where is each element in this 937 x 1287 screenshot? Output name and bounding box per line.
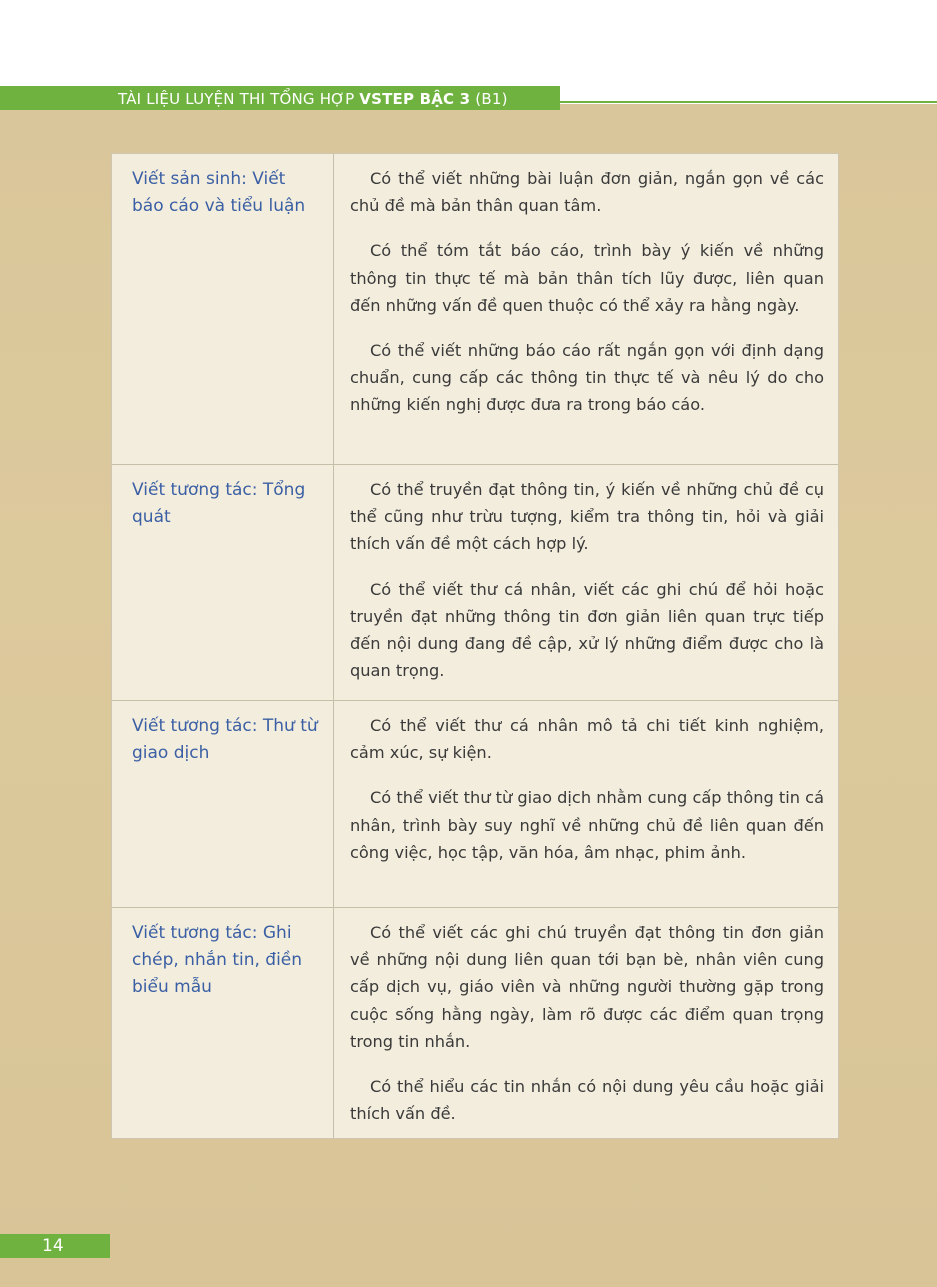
description-cell <box>334 908 838 1138</box>
table-row <box>112 465 838 701</box>
description-paragraph: Có thể viết thư cá nhân, viết các ghi chú để hỏi hoặc truyền đạt những thông tin đơn giản liên quan trực tiếp đến nội dung đang đề cập, xử lý những điểm được cho là quan trọng. <box>350 579 824 681</box>
description-paragraph: Có thể viết các ghi chú truyền đạt thông tin đơn giản về những nội dung liên quan tới bạn bè, nhân viên cung cấp dịch vụ, giáo viên và những người thường gặp trong cuộc sống hằng ngày, làm rõ được các điểm quan trọng trong tin nhắn. <box>350 923 824 1051</box>
description-cell <box>334 154 838 464</box>
description-cell <box>334 701 838 907</box>
page-number: 14 <box>42 1236 64 1256</box>
header-title-prefix: TÀI LIỆU LUYỆN THI TỔNG HỢP <box>118 90 360 108</box>
skill-cell <box>112 908 334 1138</box>
running-header <box>118 88 508 110</box>
table-row <box>112 701 838 908</box>
skill-label: Viết sản sinh: Viết báo cáo và tiểu luận <box>132 169 306 216</box>
description-paragraph: Có thể hiểu các tin nhắn có nội dung yêu cầu hoặc giải thích vấn đề. <box>350 1077 824 1124</box>
description-paragraph: Có thể tóm tắt báo cáo, trình bày ý kiến về những thông tin thực tế mà bản thân tích lũy được, liên quan đến những vấn đề quen thuộc có thể xảy ra hằng ngày. <box>350 241 824 315</box>
description-paragraph: Có thể viết những bài luận đơn giản, ngắn gọn về các chủ đề mà bản thân quan tâm. <box>350 169 824 216</box>
skill-label: Viết tương tác: Tổng quát <box>132 480 306 527</box>
header-rule <box>560 101 937 103</box>
skill-label: Viết tương tác: Thư từ giao dịch <box>132 716 318 763</box>
skill-cell <box>112 465 334 700</box>
header-title-suffix: (B1) <box>470 90 508 108</box>
description-paragraph: Có thể viết những báo cáo rất ngắn gọn với định dạng chuẩn, cung cấp các thông tin thực tế và nêu lý do cho những kiến nghị được đưa ra trong báo cáo. <box>350 341 824 415</box>
description-paragraph: Có thể viết thư cá nhân mô tả chi tiết kinh nghiệm, cảm xúc, sự kiện. <box>350 716 824 763</box>
description-cell <box>334 465 838 700</box>
table-row <box>112 908 838 1138</box>
skills-table <box>111 153 839 1139</box>
skill-label: Viết tương tác: Ghi chép, nhắn tin, điền biểu mẫu <box>132 923 303 997</box>
header-title-bold: VSTEP BẬC 3 <box>359 90 471 108</box>
description-paragraph: Có thể viết thư từ giao dịch nhằm cung cấp thông tin cá nhân, trình bày suy nghĩ về những chủ đề liên quan đến công việc, học tập, văn hóa, âm nhạc, phim ảnh. <box>350 788 824 862</box>
description-paragraph: Có thể truyền đạt thông tin, ý kiến về những chủ đề cụ thể cũng như trừu tượng, kiểm tra thông tin, hỏi và giải thích vấn đề một cách hợp lý. <box>350 480 824 554</box>
skill-cell <box>112 154 334 464</box>
skill-cell <box>112 701 334 907</box>
table-row <box>112 154 838 465</box>
